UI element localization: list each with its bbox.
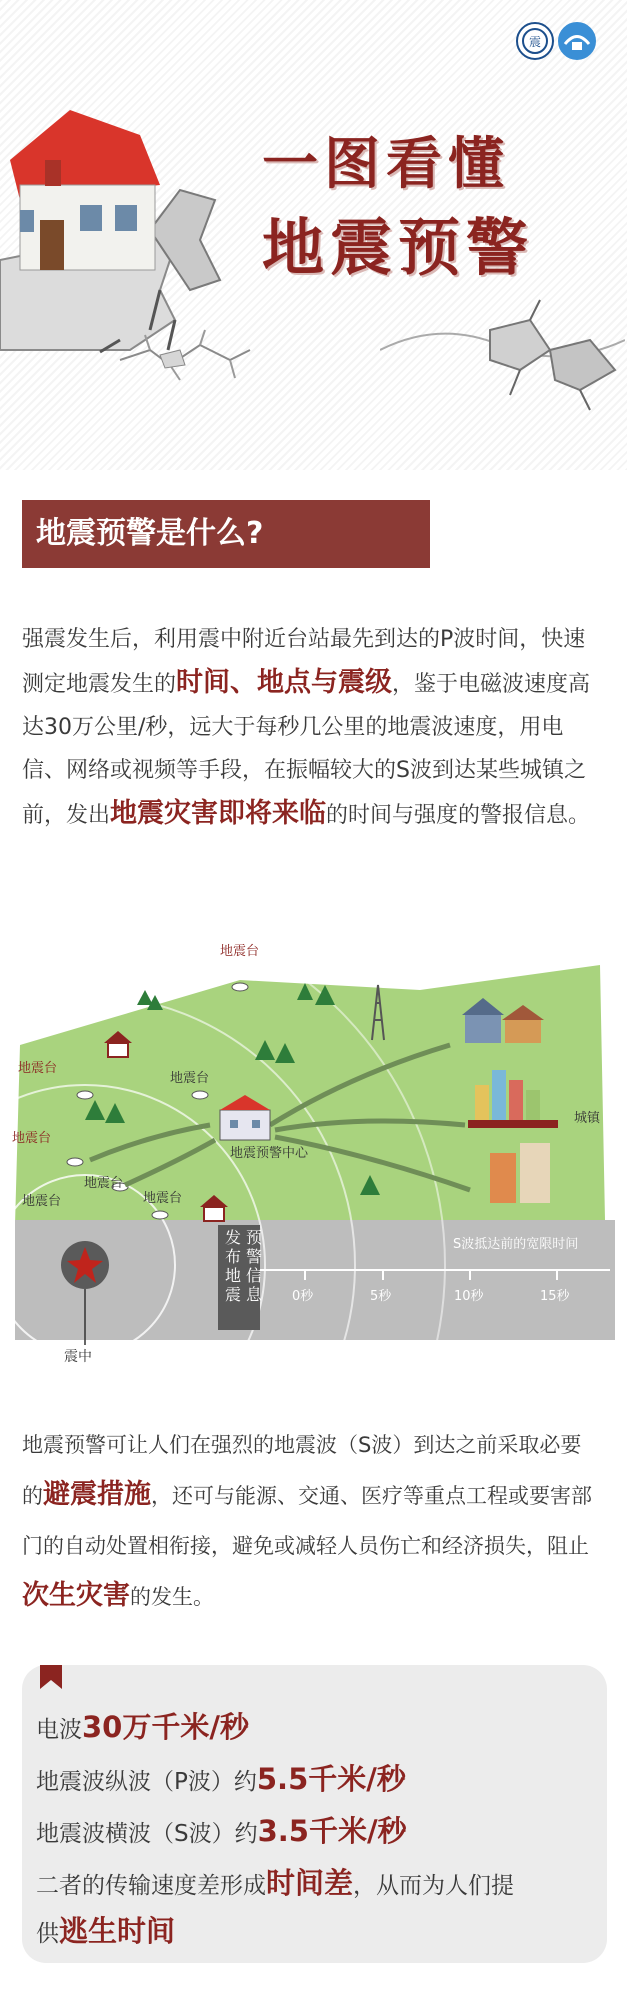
warning-center-label: 地震预警中心 xyxy=(230,1146,309,1161)
header-banner xyxy=(0,0,627,470)
station-label: 地震台 xyxy=(84,1176,124,1191)
station-label: 地震台 xyxy=(143,1191,183,1206)
station-label: 地震台 xyxy=(22,1194,62,1209)
station-dot xyxy=(192,1091,208,1099)
intro-text-3: 的时间与强度的警报信息。 xyxy=(326,803,591,828)
earthquake-warning-map xyxy=(0,925,627,1380)
tick-label: 10秒 xyxy=(454,1289,484,1304)
release-label: 发布 地震 xyxy=(225,1228,242,1304)
intro-paragraph xyxy=(22,618,597,837)
crack-left-icon xyxy=(110,320,260,390)
tick-label: 5秒 xyxy=(370,1289,392,1304)
speed-line-escape-time: 供逃生时间 xyxy=(36,1914,176,1948)
benefit-text-3: 的发生。 xyxy=(130,1585,214,1609)
station-label: 地震台 xyxy=(12,1131,52,1146)
seal-logo-icon xyxy=(516,22,554,60)
station-dot xyxy=(67,1158,83,1166)
station-dot xyxy=(232,983,248,991)
tick-label: 15秒 xyxy=(540,1289,570,1304)
intro-text-1: 强震发生后，利用震中附近台站最先到达的P波时间，快速测定地震发生的 xyxy=(22,627,586,697)
grace-window-label: S波抵达前的宽限时间 xyxy=(453,1237,579,1252)
speed-line-radio: 电波30万千米/秒 xyxy=(36,1710,249,1744)
bookmark-icon xyxy=(40,1665,62,1689)
benefit-text-1: 地震预警可让人们在强烈的地震波（S波）到达之前采取必要的 xyxy=(22,1433,582,1508)
benefit-highlight-1: 避震措施 xyxy=(43,1479,151,1510)
station-label: 地震台 xyxy=(220,944,260,959)
warning-info-label: 预警 信息 xyxy=(246,1228,263,1304)
title-line-1: 一图看懂 xyxy=(262,131,510,197)
svg-text:震: 震 xyxy=(528,35,542,49)
station-label: 地震台 xyxy=(170,1071,210,1086)
speed-line-p-wave: 地震波纵波（P波）约5.5千米/秒 xyxy=(36,1762,406,1796)
agency-logo-icon xyxy=(558,22,596,60)
section-title: 地震预警是什么? xyxy=(22,500,430,568)
station-dot xyxy=(152,1211,168,1219)
epicenter-label: 震中 xyxy=(64,1349,92,1365)
intro-highlight-2: 地震灾害即将来临 xyxy=(110,798,327,829)
intro-text-2: ，鉴于电磁波速度高达30万公里/秒，远大于每秒几公里的地震波速度，用电信、网络或视频等手段，在振幅较大的S波到达某些城镇之前，发出 xyxy=(22,672,591,828)
benefit-paragraph xyxy=(22,1420,602,1622)
station-label: 地震台 xyxy=(18,1061,58,1076)
town-label: 城镇 xyxy=(574,1111,601,1126)
tick-label: 0秒 xyxy=(292,1289,314,1304)
speed-line-s-wave: 地震波横波（S波）约3.5千米/秒 xyxy=(36,1814,407,1848)
station-dot xyxy=(77,1091,93,1099)
benefit-highlight-2: 次生灾害 xyxy=(22,1580,130,1611)
title-line-2: 地震预警 xyxy=(262,211,535,284)
benefit-text-2: ，还可与能源、交通、医疗等重点工程或要害部门的自动处置相衔接，避免或减轻人员伤亡和经济损失，阻止 xyxy=(22,1484,592,1558)
intro-highlight-1: 时间、地点与震级 xyxy=(176,667,393,698)
speed-line-time-difference: 二者的传输速度差形成时间差，从而为人们提 xyxy=(36,1866,515,1900)
crack-right-icon xyxy=(380,290,625,420)
